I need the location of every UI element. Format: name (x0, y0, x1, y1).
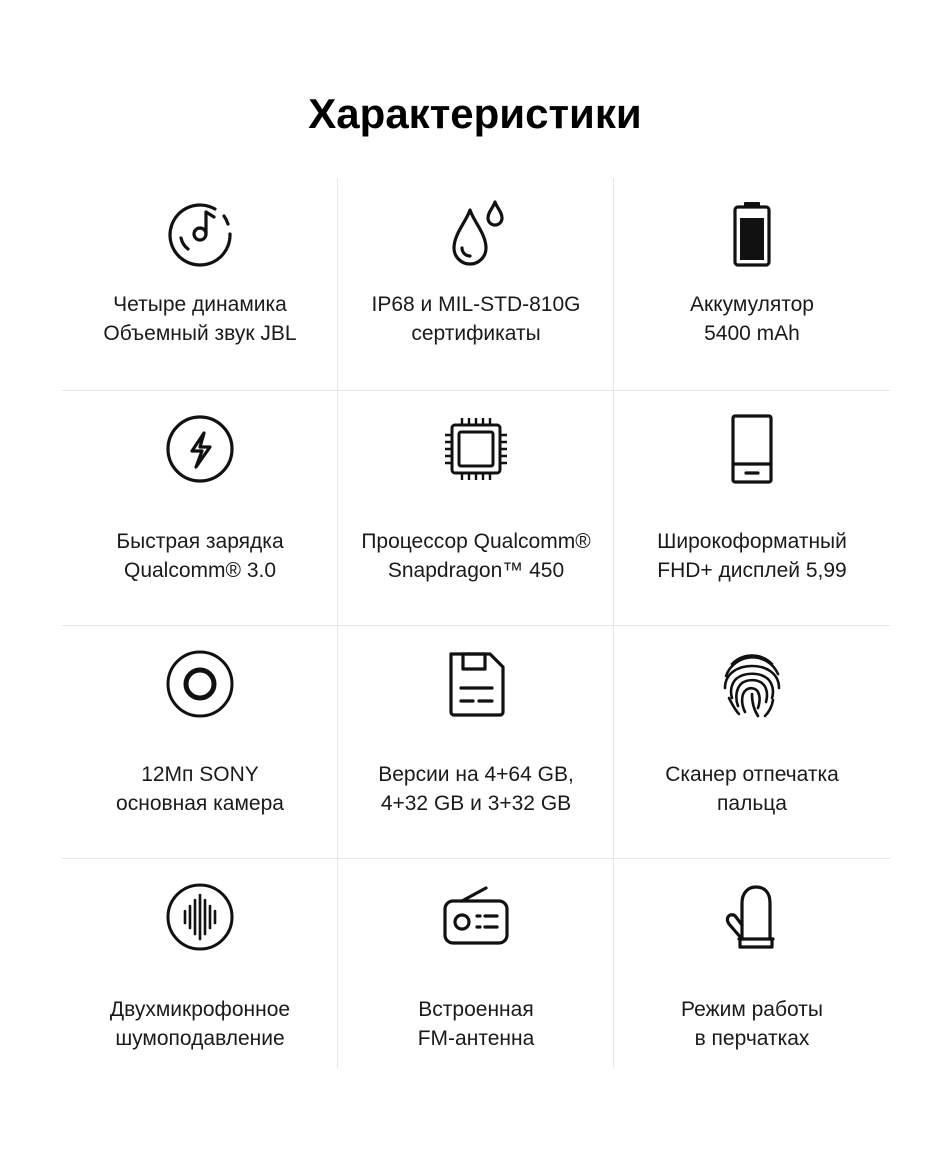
microphone-waveform-icon (164, 881, 236, 953)
feature-label: Быстрая зарядка Qualcomm® 3.0 (116, 530, 284, 582)
battery-icon (716, 198, 788, 270)
feature-label: Версии на 4+64 GB, 4+32 GB и 3+32 GB (378, 763, 574, 815)
feature-speakers (62, 178, 338, 390)
feature-glove-mode (614, 859, 890, 1068)
feature-label: Процессор Qualcomm® Snapdragon™ 450 (361, 530, 591, 582)
feature-fm-antenna (338, 859, 614, 1068)
fingerprint-icon (716, 648, 788, 720)
feature-label: IP68 и MIL-STD-810G сертификаты (371, 293, 581, 345)
features-grid (62, 178, 890, 1068)
feature-battery (614, 178, 890, 390)
glove-icon (716, 881, 788, 953)
feature-label: Сканер отпечатка пальца (665, 763, 839, 815)
feature-noise-cancel (62, 859, 338, 1068)
feature-processor (338, 391, 614, 625)
water-drops-icon (440, 198, 512, 270)
phone-display-icon (716, 413, 788, 485)
feature-label: Аккумулятор 5400 mAh (690, 293, 814, 345)
feature-label: 12Мп SONY основная камера (116, 763, 284, 815)
feature-fingerprint (614, 626, 890, 858)
feature-display (614, 391, 890, 625)
feature-protection (338, 178, 614, 390)
feature-label: Широкоформатный FHD+ дисплей 5,99 (657, 530, 847, 582)
radio-icon (440, 881, 512, 953)
music-disc-icon (164, 198, 236, 270)
feature-camera (62, 626, 338, 858)
feature-label: Режим работы в перчатках (681, 998, 823, 1050)
feature-label: Четыре динамика Объемный звук JBL (103, 293, 297, 345)
sd-card-icon (440, 648, 512, 720)
feature-label: Двухмикрофонное шумоподавление (109, 998, 291, 1050)
fast-charge-icon (164, 413, 236, 485)
feature-fast-charge (62, 391, 338, 625)
page-title: Характеристики (308, 90, 642, 137)
feature-memory (338, 626, 614, 858)
processor-chip-icon (440, 413, 512, 485)
camera-lens-icon (164, 648, 236, 720)
feature-label: Встроенная FM-антенна (417, 998, 535, 1050)
